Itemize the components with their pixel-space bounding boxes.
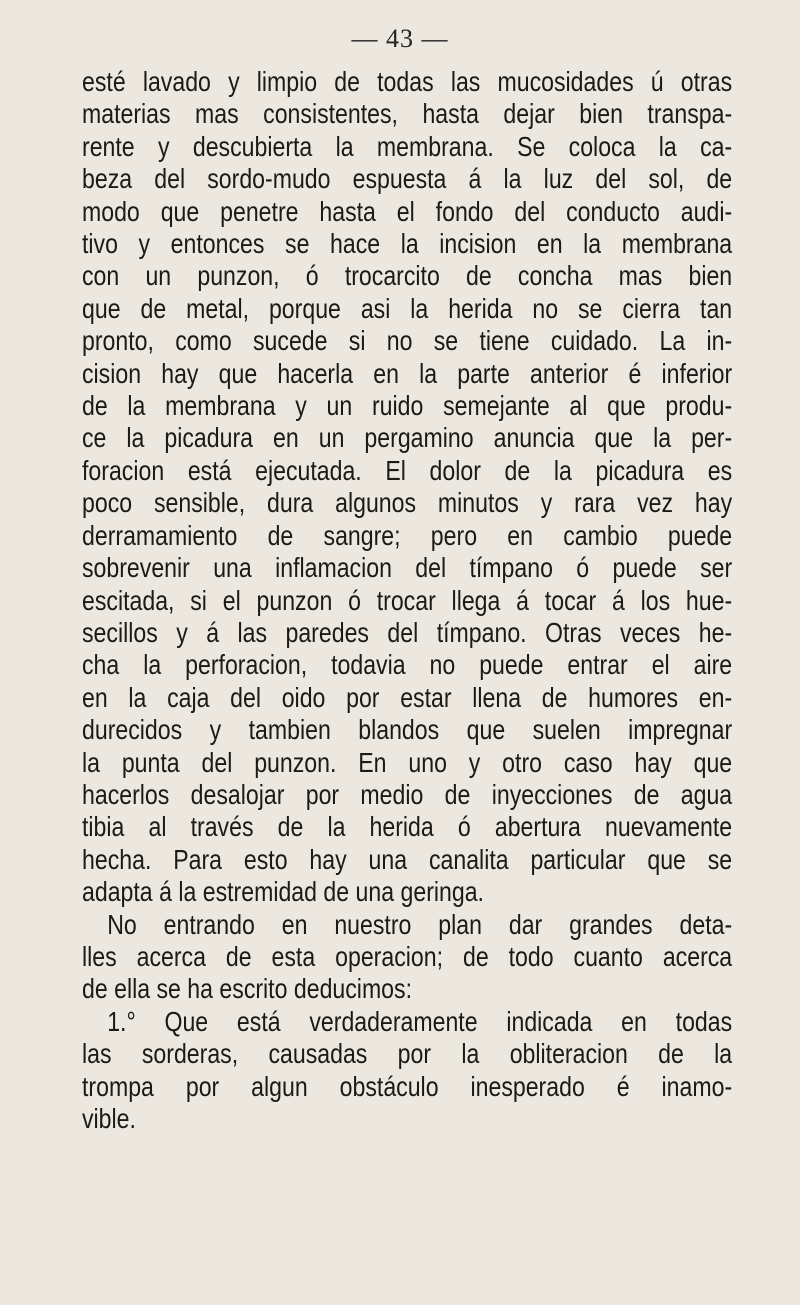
text-line: con un punzon, ó trocarcito de concha mas bien	[82, 260, 733, 292]
text-line: durecidos y tambien blandos que suelen impregnar	[82, 714, 733, 746]
text-line: No entrando en nuestro plan dar grandes deta-	[107, 908, 733, 940]
page-number: — 43 —	[351, 24, 449, 53]
text-line: hacerlos desalojar por medio de inyecciones de agua	[82, 778, 733, 810]
text-line: tibia al través de la herida ó abertura nuevamente	[82, 811, 733, 843]
text-line: esté lavado y limpio de todas las mucosidades ú otras	[82, 66, 733, 97]
text-line: adapta á la estremidad de una geringa.	[82, 876, 484, 908]
text-line: modo que penetre hasta el fondo del conducto audi-	[82, 195, 733, 227]
text-line: ce la picadura en un pergamino anuncia que la per-	[82, 422, 733, 454]
body-text	[82, 66, 732, 1135]
text-line: las sorderas, causadas por la obliteracion de la	[82, 1038, 733, 1070]
text-line: pronto, como sucede si no se tiene cuidado. La in-	[82, 325, 733, 357]
text-line: cha la perforacion, todavia no puede entrar el aire	[82, 649, 733, 681]
text-line: cision hay que hacerla en la parte anterior é inferior	[82, 357, 733, 389]
text-line: beza del sordo-mudo espuesta á la luz del sol, de	[82, 163, 733, 195]
text-line: escitada, si el punzon ó trocar llega á tocar á los hue-	[82, 584, 733, 616]
text-line: vible.	[82, 1103, 136, 1134]
text-line: que de metal, porque asi la herida no se cierra tan	[82, 292, 733, 324]
text-line: lles acerca de esta operacion; de todo cuanto acerca	[82, 940, 733, 972]
text-line: rente y descubierta la membrana. Se coloca la ca-	[82, 130, 733, 162]
text-line: trompa por algun obstáculo inesperado é inamo-	[82, 1070, 733, 1102]
text-line: en la caja del oido por estar llena de humores en-	[82, 681, 733, 713]
text-line: de la membrana y un ruido semejante al que produ-	[82, 390, 733, 422]
text-line: la punta del punzon. En uno y otro caso hay que	[82, 746, 733, 778]
text-line: sobrevenir una inflamacion del tímpano ó puede ser	[82, 552, 733, 584]
text-line: hecha. Para esto hay una canalita particular que se	[82, 843, 733, 875]
text-line: 1.° Que está verdaderamente indicada en todas	[107, 1005, 733, 1037]
text-line: foracion está ejecutada. El dolor de la picadura es	[82, 454, 733, 486]
text-line: de ella se ha escrito deducimos:	[82, 973, 413, 1005]
text-line: materias mas consistentes, hasta dejar bien transpa-	[82, 98, 733, 130]
text-line: derramamiento de sangre; pero en cambio puede	[82, 519, 733, 551]
text-line: tivo y entonces se hace la incision en la membrana	[82, 228, 733, 260]
text-line: poco sensible, dura algunos minutos y rara vez hay	[82, 487, 733, 519]
text-line: secillos y á las paredes del tímpano. Otras veces he-	[82, 616, 733, 648]
